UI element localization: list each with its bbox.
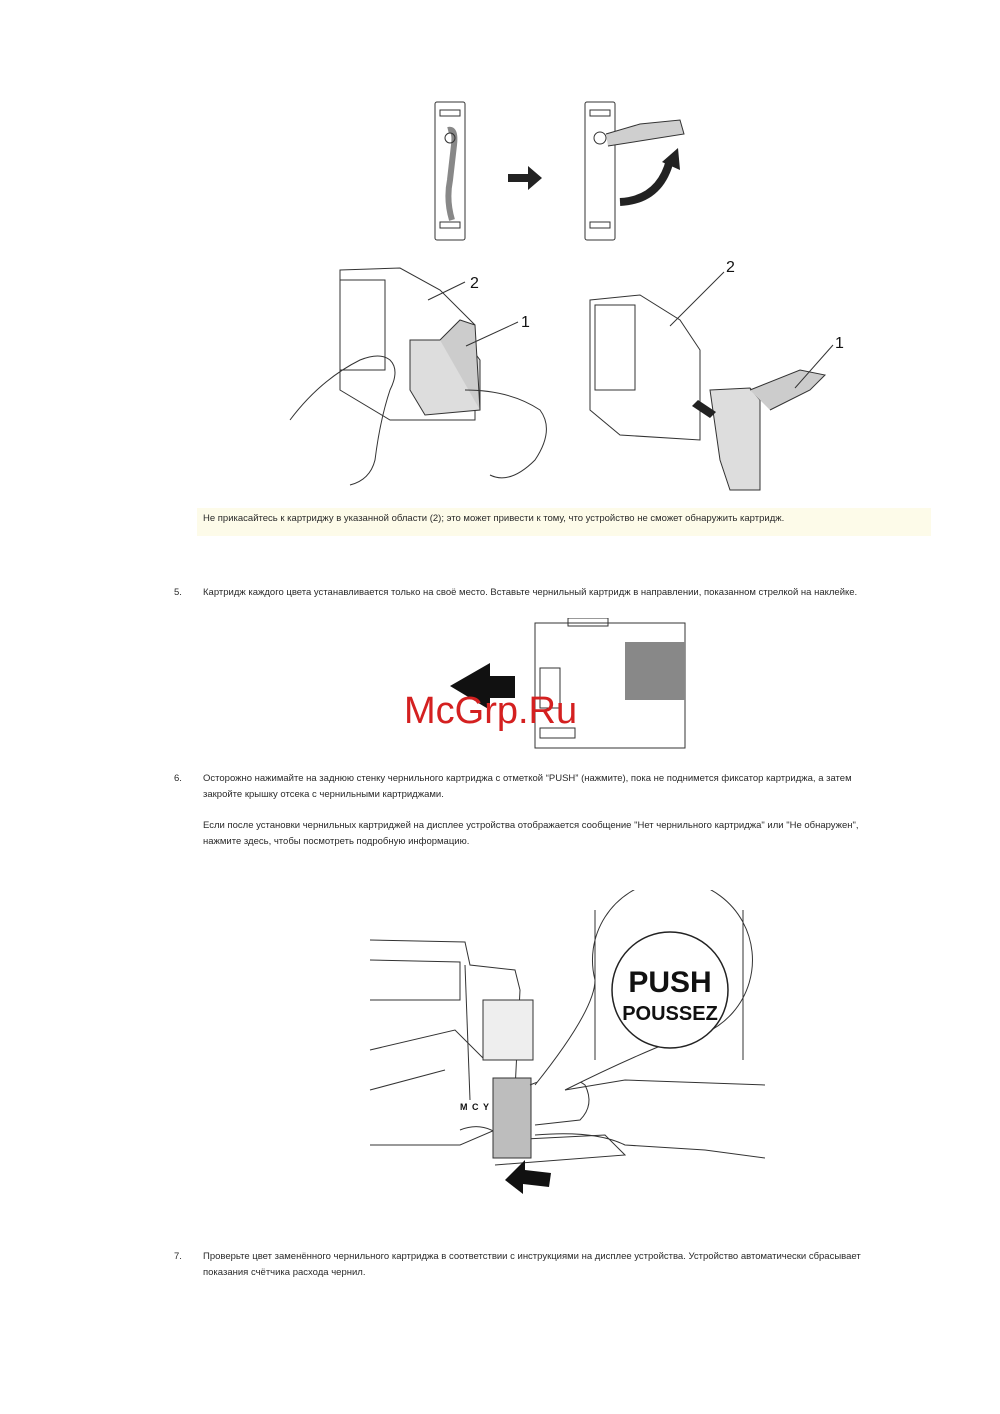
step-6-line-2: закройте крышку отсека с чернильными картриджами.: [203, 789, 444, 800]
arrow-right-icon: [508, 166, 542, 190]
cartridge-top-view-after: [585, 102, 684, 240]
ink-slot-label-y: Y: [483, 1102, 490, 1112]
cartridge-cap-illustration: [280, 90, 880, 500]
step-6-info-line-1: Если после установки чернильных картриджей на дисплее устройства отображается сообщение "Нет чернильного картриджа" или "Не обнаружен",: [203, 820, 859, 831]
caution-note-text: Не прикасайтесь к картриджу в указанной области (2); это может привести к тому, что устройство не сможет обнаружить картридж.: [203, 513, 785, 524]
cartridge-cap-removed-illustration: [590, 295, 825, 490]
step-6-line-1: Осторожно нажимайте на заднюю стенку чернильного картриджа с отметкой “PUSH” (нажмите), пока не поднимется фиксатор картриджа, а затем: [203, 773, 852, 784]
callout-number-2-left: 2: [470, 275, 479, 292]
step-5-number: 5.: [174, 587, 182, 598]
callout-number-1-right: 1: [835, 335, 844, 352]
cartridge-insert-direction-illustration: [440, 618, 700, 758]
ink-slot-label-c: C: [472, 1102, 479, 1112]
step-7-line-2: показания счётчика расхода чернил.: [203, 1267, 366, 1278]
step-7-number: 7.: [174, 1251, 182, 1262]
ink-slot-label-m: M: [460, 1102, 468, 1112]
step-7-line-1: Проверьте цвет заменённого чернильного картриджа в соответствии с инструкциями на дисплее устройства. Устройство автоматически сбрасывает: [203, 1251, 861, 1262]
push-arrow-icon: [505, 1160, 551, 1194]
push-cartridge-illustration: [365, 890, 765, 1240]
site-watermark: McGrp.Ru: [404, 690, 578, 732]
push-label: PUSH: [628, 966, 712, 999]
step-5-text: Картридж каждого цвета устанавливается только на своё место. Вставьте чернильный картридж в направлении, показанном стрелкой на наклейке.: [203, 587, 858, 598]
cartridge-held-illustration: [290, 268, 546, 485]
callout-number-1-left: 1: [521, 314, 530, 331]
step-6-info-link[interactable]: нажмите здесь, чтобы посмотреть подробную информацию.: [203, 836, 470, 847]
callout-number-2-right: 2: [726, 259, 735, 276]
step-6-number: 6.: [174, 773, 182, 784]
caution-note: [197, 508, 931, 536]
cartridge-top-view-before: [435, 102, 465, 240]
poussez-label: POUSSEZ: [622, 1003, 718, 1025]
